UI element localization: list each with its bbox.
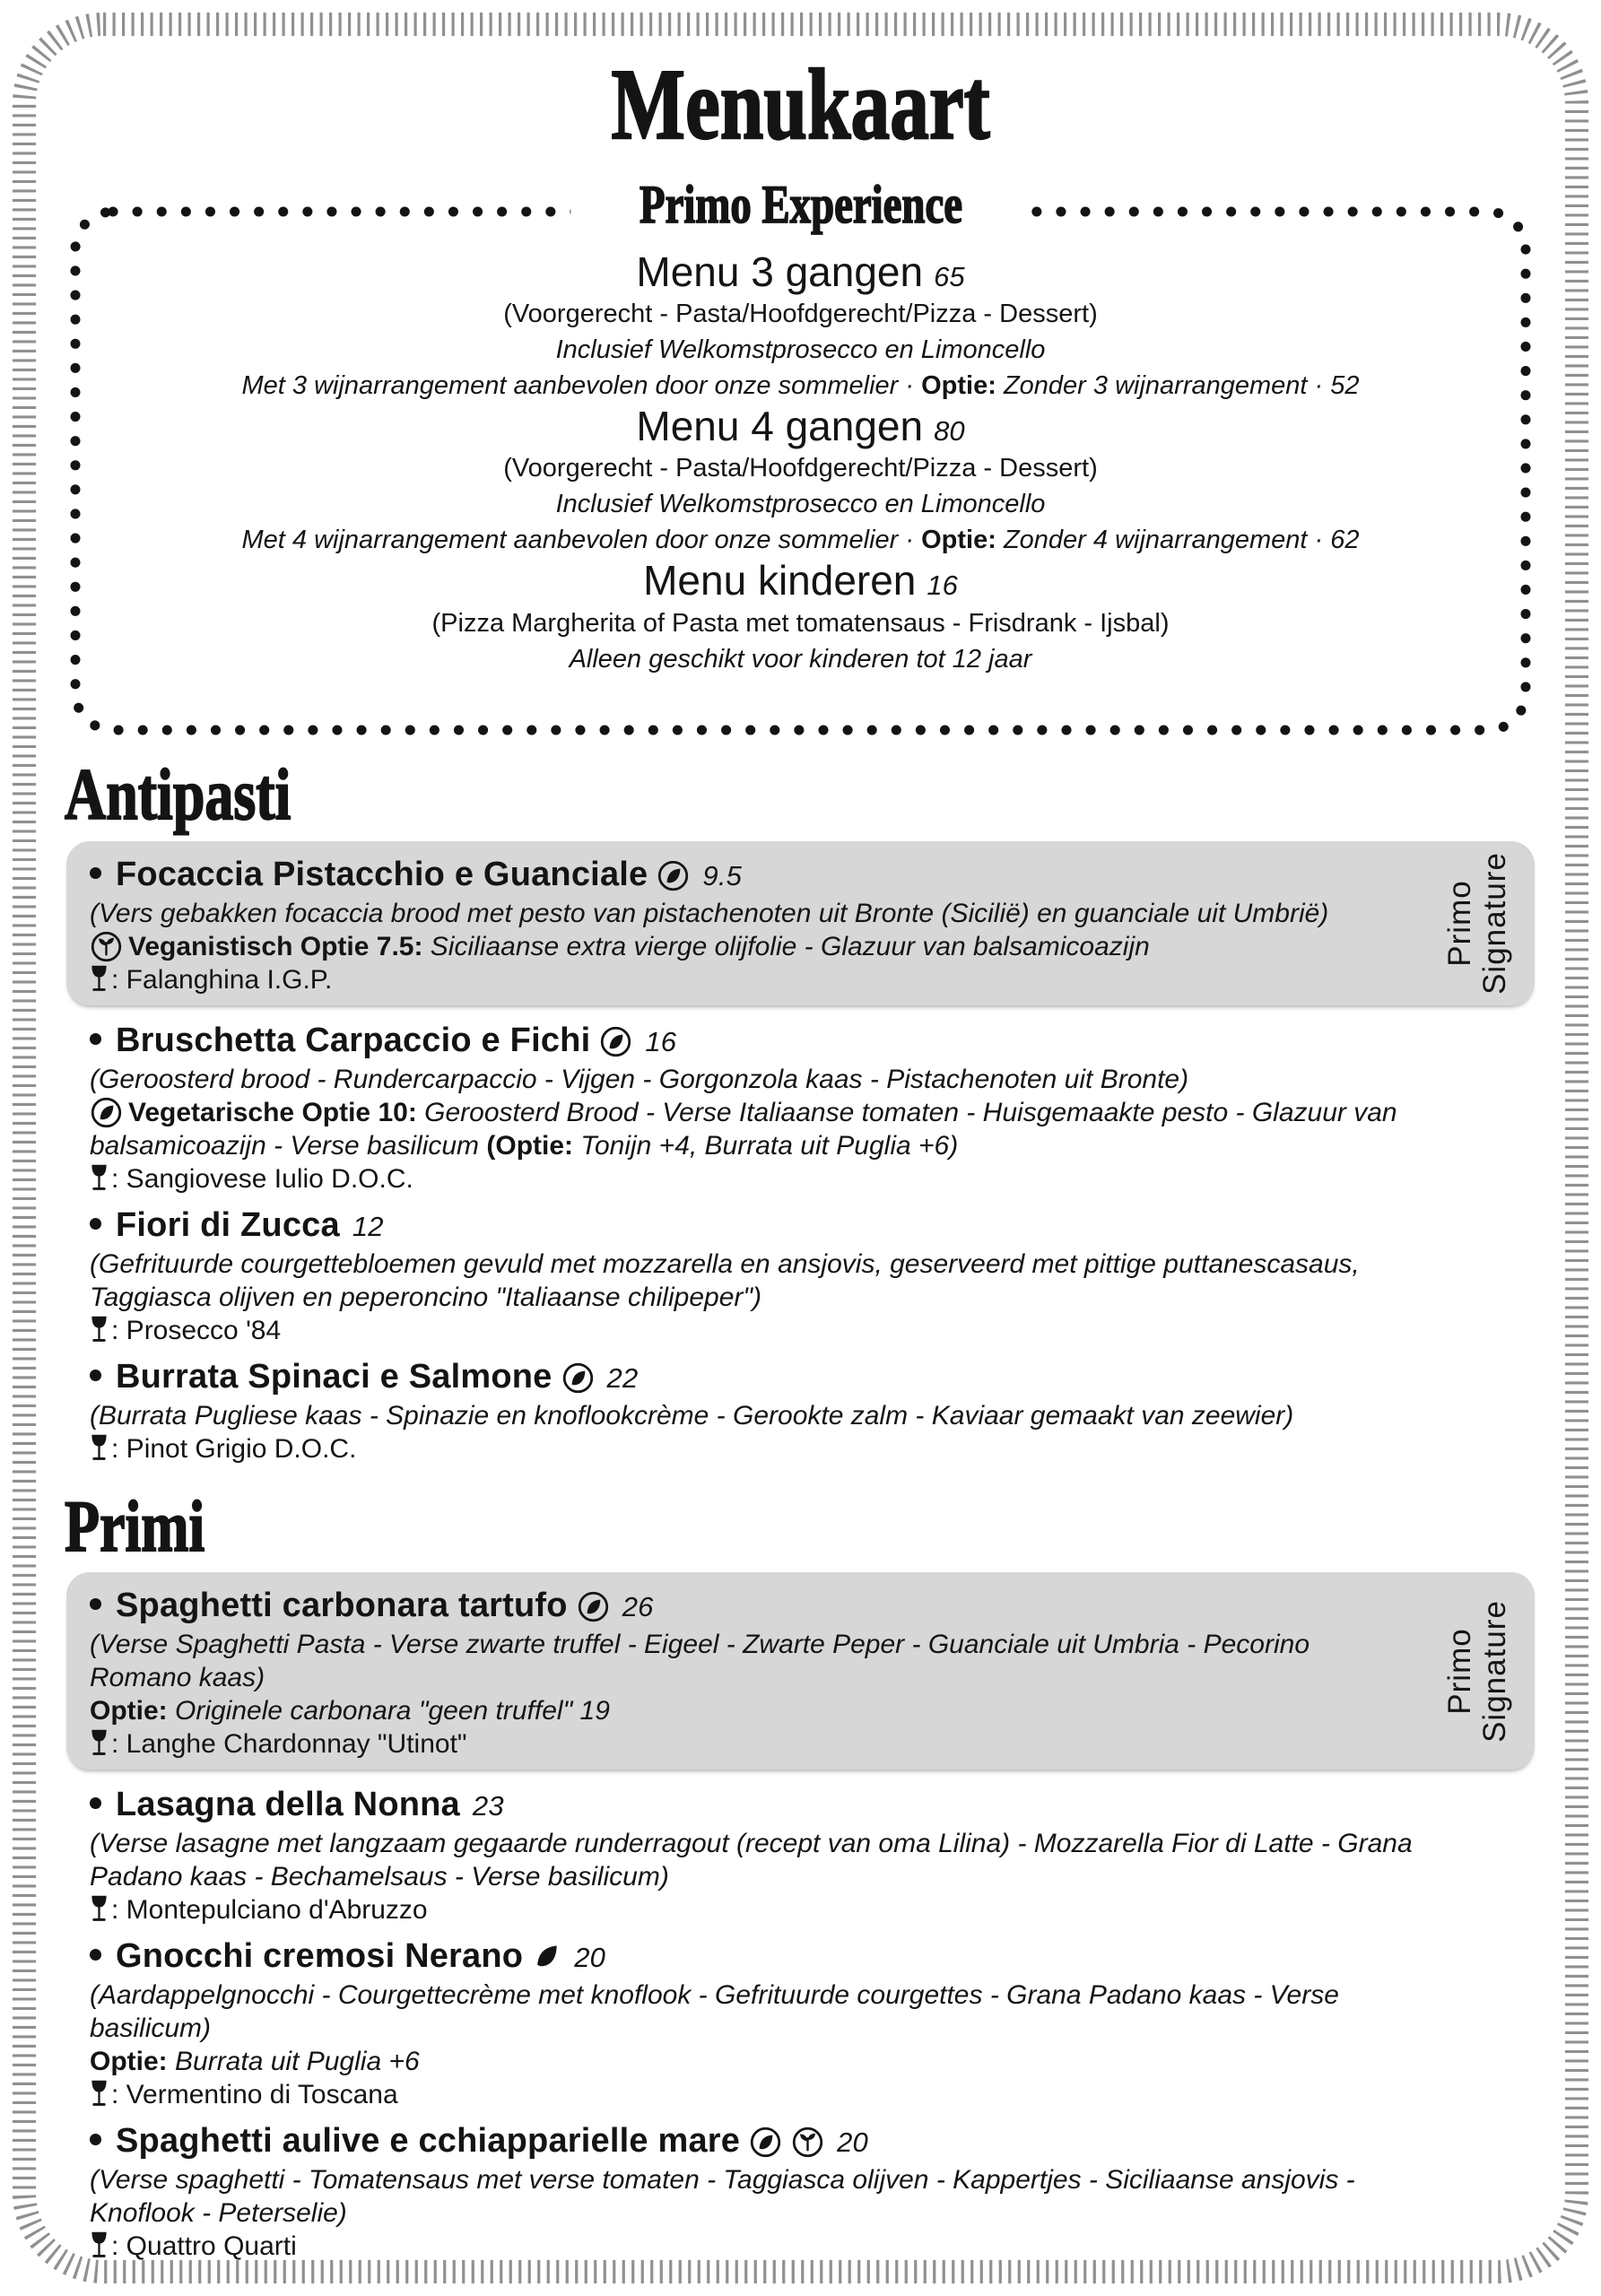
menu-courses: (Voorgerecht - Pasta/Hoofdgerecht/Pizza - Dessert) [503,454,1098,483]
wine-name: Quattro Quarti [118,2231,297,2262]
optie-text: Burrata uit Puglia +6 [167,2047,420,2077]
vegan-icon [791,2126,824,2159]
wine-note-text: Met 4 wijnarrangement aanbevolen door onze sommelier · [241,526,922,555]
wine-glass-icon [90,2231,109,2262]
wine-glass-icon [90,1433,109,1465]
wine-colon: : [111,1433,119,1464]
dish-name: Lasagna della Nonna [116,1786,460,1824]
menu-package-price: 16 [927,570,958,602]
signature-line2: Signature [1476,1600,1512,1743]
dish-name: Spaghetti aulive e cchiapparielle mare [116,2122,741,2161]
wine-glass-icon [90,2079,109,2110]
section-title-primi: Primi [65,1484,205,1567]
bullet-icon [90,867,101,879]
dish-title-line [90,1935,1436,1979]
signature-badge [1423,841,1531,1005]
vegetarian-icon [749,2126,782,2159]
bullet-icon [90,1218,101,1230]
primi-items [66,1572,1535,2265]
dish-name: Gnocchi cremosi Nerano [116,1937,524,1976]
menu-courses: (Pizza Margherita of Pasta met tomatensaus - Frisdrank - Ijsbal) [431,608,1170,638]
page-title: Menukaart [611,49,990,161]
wine-name: Prosecco '84 [118,1315,282,1345]
dish-price: 22 [606,1361,639,1394]
option-text: Siciliaanse extra vierge olijfolie - Glazuur van balsamicoazijn [422,931,1150,961]
menu-item-gnocchi [66,1928,1535,2113]
vegetarian-icon [577,1590,610,1623]
signature-badge [1423,1572,1531,1770]
plant-icon [532,1942,561,1971]
wine-colon: : [111,1315,119,1345]
dish-title-line [90,2120,1436,2163]
bullet-icon [90,2134,101,2145]
menu-included: Inclusief Welkomstprosecco en Limoncello [555,335,1046,365]
dish-title-line [90,1205,1436,1248]
dish-price: 9.5 [702,859,743,891]
wine-name: Vermentino di Toscana [118,2080,398,2110]
option-text: Zonder 3 wijnarrangement · 52 [996,371,1360,401]
wine-name: Sangiovese Iulio D.O.C. [118,1163,413,1194]
wine-name: Langhe Chardonnay "Utinot" [118,1729,467,1760]
dish-title-line [90,1020,1436,1063]
wine-pairing [90,2230,1436,2263]
dish-description: (Vers gebakken focaccia brood met pesto van pistachenoten uit Bronte (Sicilië) en guanciale uit Umbrië) [90,898,1329,928]
bullet-icon [90,1033,101,1045]
experience-title: Primo Experience [570,174,1031,236]
dish-title-line [90,854,1400,897]
dish-description: (Verse lasagne met langzaam gegaarde runderragout (recept van oma Lilina) - Mozzarella Fior di Latte - Grana Padano kaas - Bechamelsaus - Verse basilicum) [90,1829,1413,1892]
dish-price: 12 [352,1210,384,1242]
wine-colon: : [111,1895,119,1926]
menu-item-focaccia [66,841,1535,1005]
wine-glass-icon [90,1163,109,1195]
menu-item-burrata [66,1349,1535,1467]
signature-line1: Primo [1441,880,1477,967]
dish-description: (Gefrituurde courgettebloemen gevuld met mozzarella en ansjovis, geserveerd met pittige puttanescasaus, Taggiasca olijven en peperoncino "Italiaanse chilipeper") [90,1248,1360,1312]
vegetarian-icon [90,1096,123,1129]
wine-glass-icon [90,1728,109,1760]
signature-line2: Signature [1476,851,1512,995]
dish-name: Burrata Spinaci e Salmone [116,1357,553,1396]
wine-colon: : [111,2231,119,2262]
menu-package-price: 80 [934,415,965,448]
menu-included: Inclusief Welkomstprosecco en Limoncello [555,490,1046,519]
dish-title-line [90,1356,1436,1399]
wine-pairing [90,2078,1436,2111]
bullet-icon [90,1797,101,1809]
wine-pairing [90,1162,1436,1196]
optie-label: Optie: [90,2047,168,2077]
wine-pairing [90,1432,1436,1465]
bullet-icon [90,1370,101,1381]
dotted-border [70,206,1531,735]
dish-description: (Verse spaghetti - Tomatensaus met verse tomaten - Taggiasca olijven - Kappertjes - Siciliaanse ansjovis - Knoflook - Peterselie) [90,2165,1355,2229]
dish-description: (Verse Spaghetti Pasta - Verse zwarte truffel - Eigeel - Zwarte Peper - Guanciale uit Umbria - Pecorino Romano kaas) [90,1630,1310,1693]
antipasti-items [66,841,1535,1467]
bullet-icon [90,1598,101,1610]
option-label: Veganistisch Optie 7.5: [128,931,423,961]
page-content [47,27,1554,2265]
dish-optie-line [90,1694,1400,1727]
option-label: Optie: [921,371,996,401]
wine-glass-icon [90,1894,109,1926]
dish-name: Focaccia Pistacchio e Guanciale [116,855,648,893]
dish-name: Fiori di Zucca [116,1205,340,1244]
vegan-icon [90,930,123,963]
dish-name: Spaghetti carbonara tartufo [116,1587,568,1625]
menu-item-spaghetti-aulive [66,2113,1535,2265]
wine-glass-icon [90,964,109,996]
option-text: Zonder 4 wijnarrangement · 62 [996,526,1360,555]
sub-option-label: (Optie: [486,1130,574,1161]
wine-colon: : [111,964,119,995]
dish-price: 23 [472,1790,504,1822]
dish-price: 20 [837,2126,868,2159]
optie-label: Optie: [90,1696,168,1726]
menu-included: Alleen geschikt voor kinderen tot 12 jaar [569,644,1032,674]
menu-courses: (Voorgerecht - Pasta/Hoofdgerecht/Pizza - Dessert) [503,300,1098,329]
sub-option-text: Tonijn +4, Burrata uit Puglia +6) [573,1130,959,1161]
option-text: Geroosterd Brood - Verse Italiaanse tomaten - Huisgemaakte pesto - Glazuur van balsamicoazijn - Verse basilicum [90,1097,1397,1161]
dish-option-line [90,1096,1436,1162]
dish-description: (Burrata Pugliese kaas - Spinazie en knoflookcrème - Gerookte zalm - Kaviaar gemaakt van zeewier) [90,1400,1294,1431]
wine-pairing [90,963,1400,996]
wine-glass-icon [90,1315,109,1346]
wine-pairing [90,1314,1436,1347]
dish-optie-line [90,2045,1436,2078]
dish-price: 16 [645,1025,677,1057]
vegetarian-icon [561,1361,595,1395]
menu-package-price: 65 [934,261,965,293]
menu-item-fiori-di-zucca [66,1197,1535,1349]
bullet-icon [90,1949,101,1961]
menu-package-name: Menu 3 gangen 65 [636,248,965,296]
section-title-antipasti: Antipasti [65,753,291,836]
dish-price: 26 [622,1591,654,1623]
wine-pairing [90,1727,1400,1761]
wine-colon: : [111,2080,119,2110]
dish-price: 20 [574,1942,606,1974]
dish-name: Bruschetta Carpaccio e Fichi [116,1021,591,1059]
wine-name: Pinot Grigio D.O.C. [118,1433,357,1464]
signature-line1: Primo [1441,1628,1477,1715]
dish-title-line [90,1784,1436,1827]
menu-item-bruschetta [66,1013,1535,1197]
optie-text: Originele carbonara "geen truffel" 19 [167,1696,610,1726]
dish-title-line [90,1585,1400,1628]
dish-option-line [90,930,1400,963]
wine-note-text: Met 3 wijnarrangement aanbevolen door onze sommelier · [241,371,922,401]
experience-box [70,175,1531,735]
dish-description: (Geroosterd brood - Rundercarpaccio - Vijgen - Gorgonzola kaas - Pistachenoten uit Bronte) [90,1064,1189,1094]
menu-package-name: Menu kinderen 16 [643,557,958,604]
wine-colon: : [111,1163,119,1194]
wine-name: Montepulciano d'Abruzzo [118,1895,428,1926]
vegetarian-icon [657,859,690,892]
option-label: Vegetarische Optie 10: [128,1097,417,1127]
vegetarian-icon [599,1025,632,1058]
dish-description: (Aardappelgnocchi - Courgettecrème met knoflook - Gefrituurde courgettes - Grana Padano kaas - Verse basilicum) [90,1980,1339,2044]
menu-item-carbonara [66,1572,1535,1770]
wine-colon: : [111,1729,119,1760]
menu-item-lasagna [66,1777,1535,1928]
option-label: Optie: [921,526,996,555]
menu-package-name: Menu 4 gangen 80 [636,403,965,450]
wine-name: Falanghina I.G.P. [118,964,333,995]
wine-pairing [90,1893,1436,1926]
